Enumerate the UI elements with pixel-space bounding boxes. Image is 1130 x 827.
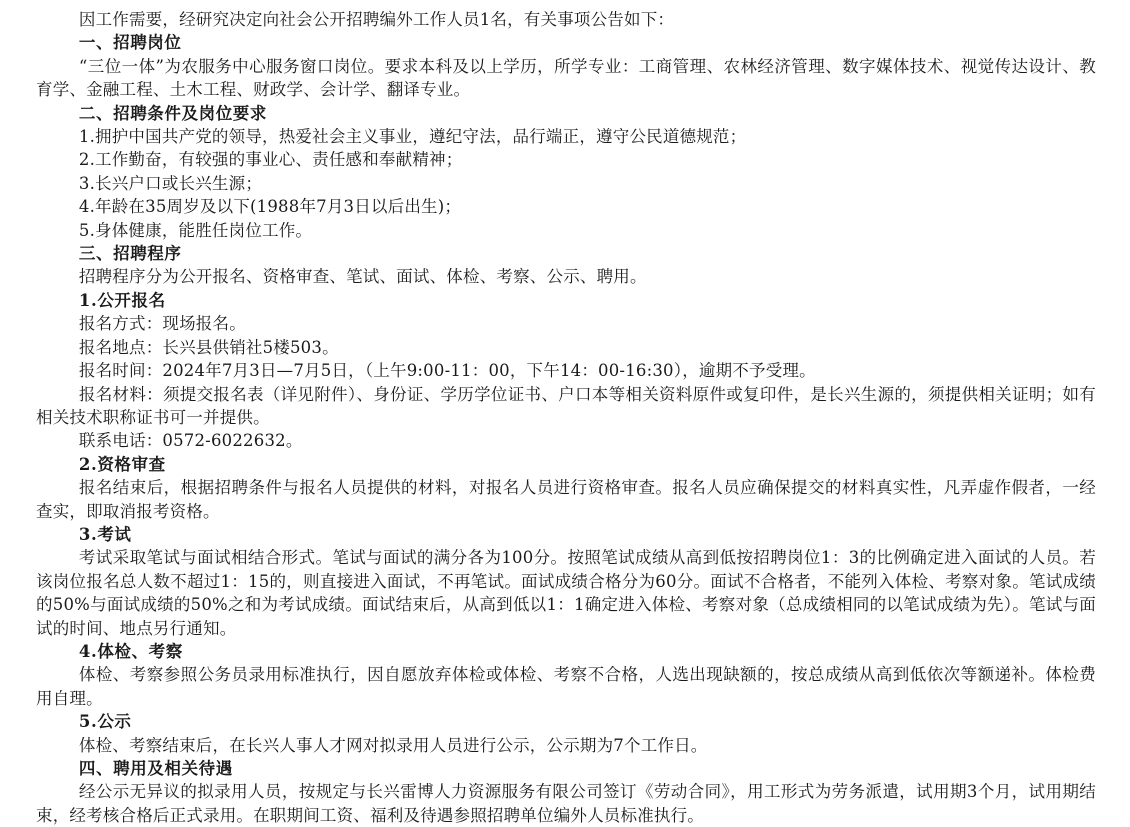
positions-paragraph: “三位一体”为农服务中心服务窗口岗位。要求本科及以上学历，所学专业：工商管理、农林经济管理、数字媒体技术、视觉传达设计、教育学、金融工程、土木工程、财政学、会计学、翻译专业。 — [36, 56, 1096, 100]
condition-item: 4.年龄在35周岁及以下(1988年7月3日以后出生)； — [78, 197, 462, 217]
subheading-registration: 1.公开报名 — [78, 290, 166, 310]
condition-item: 1.拥护中国共产党的领导，热爱社会主义事业，遵纪守法，品行端正，遵守公民道德规范； — [78, 127, 747, 147]
medical-check-paragraph: 体检、考察参照公务员录用标准执行，因自愿放弃体检或体检、考察不合格，人选出现缺额的，按总成绩从高到低依次等额递补。体检费用自理。 — [36, 665, 1096, 708]
section-heading-employment: 四、聘用及相关待遇 — [78, 759, 233, 778]
registration-materials: 报名材料：须提交报名表（详见附件）、身份证、学历学位证书、户口本等相关资料原件或复印件，是长兴生源的，须提供相关证明；如有相关技术职称证书可一并提供。 — [36, 384, 1096, 427]
contact-phone: 联系电话：0572-6022632。 — [78, 431, 303, 451]
procedure-paragraph: 招聘程序分为公开报名、资格审查、笔试、面试、体检、考察、公示、聘用。 — [78, 267, 647, 287]
condition-item: 5.身体健康，能胜任岗位工作。 — [78, 220, 313, 240]
document-page — [36, 8, 1096, 827]
section-heading-procedure: 三、招聘程序 — [78, 244, 182, 264]
publicity-paragraph: 体检、考察结束后，在长兴人事人才网对拟录用人员进行公示，公示期为7个工作日。 — [78, 735, 708, 755]
subheading-medical-check: 4.体检、考察 — [78, 641, 183, 661]
section-heading-positions: 一、招聘岗位 — [78, 33, 182, 53]
condition-item: 3.长兴户口或长兴生源； — [78, 173, 263, 193]
qualification-review-paragraph: 报名结束后，根据招聘条件与报名人员提供的材料，对报名人员进行资格审查。报名人员应确保提交的材料真实性，凡弄虚作假者，一经查实，即取消报考资格。 — [36, 478, 1096, 521]
registration-method: 报名方式：现场报名。 — [78, 314, 246, 334]
section-heading-conditions: 二、招聘条件及岗位要求 — [78, 103, 267, 123]
subheading-publicity: 5.公示 — [78, 712, 132, 732]
subheading-exam: 3.考试 — [78, 524, 132, 544]
intro-paragraph: 因工作需要，经研究决定向社会公开招聘编外工作人员1名，有关事项公告如下： — [78, 10, 675, 29]
registration-location: 报名地点：长兴县供销社5楼503。 — [78, 337, 339, 357]
employment-paragraph: 经公示无异议的拟录用人员，按规定与长兴雷博人力资源服务有限公司签订《劳动合同》，用工形式为劳务派遣，试用期3个月，试用期结束，经考核合格后正式录用。在职期间工资、福利及待遇参照招聘单位编外人员标准执行。 — [36, 782, 1096, 825]
condition-item: 2.工作勤奋，有较强的事业心、责任感和奉献精神； — [78, 150, 463, 170]
registration-time: 报名时间：2024年7月3日—7月5日，（上午9:00-11：00，下午14：00-16:30），逾期不予受理。 — [78, 361, 816, 381]
subheading-qualification-review: 2.资格审查 — [78, 454, 166, 474]
exam-paragraph: 考试采取笔试与面试相结合形式。笔试与面试的满分各为100分。按照笔试成绩从高到低按招聘岗位1：3的比例确定进入面试的人员。若该岗位报名总人数不超过1：15的，则直接进入面试，不再笔试。面试成绩合格分为60分。面试不合格者，不能列入体检、考察对象。笔试成绩的50%与面试成绩的50%之和为考试成绩。面试结束后，从高到低以1：1确定进入体检、考察对象（总成绩相同的以笔试成绩为先）。笔试与面试的时间、地点另行通知。 — [36, 548, 1096, 638]
